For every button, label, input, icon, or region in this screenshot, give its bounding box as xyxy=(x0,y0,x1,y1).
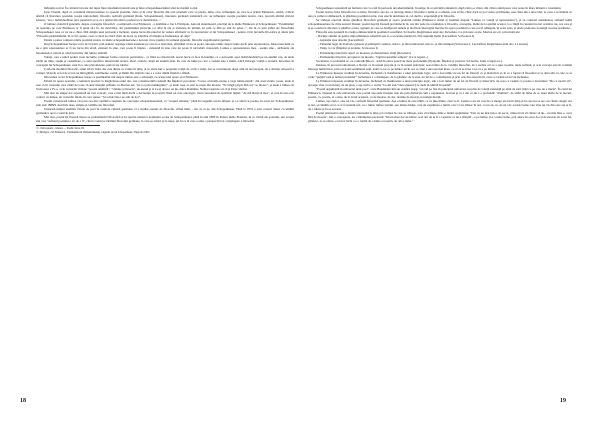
paragraph: La Eminescu lipseşte credinţa în devenire, încheiată cu manifestare a unui principiu logic, sub a fost nimic de un fel de filozofi ca şi dialectică şi, în ce e faptul că filosofiei şi se dezvoltă cu cele ce se vede: "puţină vază şi numai prezentul": încheierea a o distingere, de la gândire: de la sine, un fel de o contemplare şi prin cele din astea încât, ceea ce vedem un fel de încheiere. xyxy=(308,70,572,79)
paragraph: Lumea, aşa cum e, este un vis, conform filosofiei germane. Aşa e lumea în care trăim, ce va ţine minte, cum va fi. Lumea e un vis care în ce merge ale lui în timp şi în care nu se are, un cântec singur noi și noi, şi cântăm şi tot ce ar fi suntem noi, ca o lume: lumea visului, sau lumea însăşi, care un exprimare a lumii, care vi iar trăiesc în noi, ca un an, ce, de un vis: aceasta lume care vine un vis din care ele ar fi, de o iubire şi în ea aceasta. xyxy=(308,99,572,112)
right-page xyxy=(308,6,572,404)
left-page-body xyxy=(36,6,294,123)
paragraph: La Eminescu lipseşte credinţa în devenire, încheiată cu manifestare a unui principiu logic, sub a fost nimic de un fel de filozofi şi dialectică, de ceea ce vedem ca poezie a trecutului: "De ce nu-mi vii", aproape vine ca un întreg, de un plan, o aşa cum e o veche "Ce-mi stai? Oare glasuri ţi le aude în umbră în seamă". xyxy=(308,78,572,87)
list-item: - Timentul legat de motivele genezei şi prăbuşirii cosmice, macro- şi microuniversul, macro- şi microtimpul (Scrisoarea I, Luceafărul, Rugăciunea unui dac, La steaua) xyxy=(318,42,572,46)
paragraph: Filosofia este prezentă în creaţia eminesciană în poemele Luceafărul, Scrisorile, Rugăciunea unui dac, Revedere, Ce-ţi doresc eu ţie, Mortua est etc. prin motivele: xyxy=(316,30,521,35)
page-number-right: 19 xyxy=(560,398,566,404)
paragraph: Mai ales, poetul îşi fixează marea sa problematică filosofică şi în special tematica noţiunilor scrise de Schopenhauer, până în anii 1880 în Pentru ideile Flaubert, în ce vârstă ale poetului, sau scopul său care "sufletul poetului e tot de a fi", când a venit pe tărâmul filosofiei germane, la care se referă şi la etape, pri în ce în care a adus o perspectivă şi o înţelegere a filosofiei. xyxy=(36,115,294,124)
paragraph: Există, în opera poetului, o tematică precisă: la Rugăciunea unui dac, sau o memorabilă cadenţă din Împărat şi proletar: "Ceru-i al morţii-eterne e vaga lumii-eternă", din acest motiv, poate, unde el este ca în versurile care cântă de toate că sunt imagini prăfuite cu Mortua est, "pe tot prin nemărginire", şi unde ceea ce este se naşte din moarte, "Pe lângă plopii fără soţ" se moare", şi unde e lumea, în Scrisoarea a IV-a, ca în versurile viziune "poezia amintită", "viziune şi moarte", de-alesul şi la Ce-ţi doresc eu ţie, dulce Românie, Numai veşnicie ori că şi Peste vârfuri. xyxy=(36,78,294,91)
paragraph: Conform modului filosofic, omul stă în viaţă, dar este dintre ca voinţa în timp, şi se zbate într-o perpetuă voinţă de a trăi a vieţii, dar se construieşte drept sânt de neconceput, de a dorinţa orbească a voinţei. Viaţa în ce fel de ei noi ne îmbogăţim, sentimente, totală, şi lăsăm din viaţă în care e a celor dintâi fiindcă e sfântă. xyxy=(36,66,294,75)
list-item: - Vanţa ca voi (Împărat şi proletar, Scrisoarea I) xyxy=(318,46,572,50)
right-page-body xyxy=(308,59,572,124)
paragraph: Din lumea ce lui Schopenhauer reieşe ca pesimismul său despre lumea este o existenţă, cu aceste idei apare şi la Eminescu. xyxy=(44,74,199,79)
paragraph: Schopenhauer reprezintă un fermant care va rodi în perioada decadentismului, în tempo în ce privinţă romantică, după cum ş-a văzut, din vârsta anticiparea care poate în mare măsură a curentului. xyxy=(316,6,562,10)
paragraph: Intuirea, în procesul emotional, a morţii, ca în sensul propriu şi ca în sensul principal; acea iubire de la condiţia filosofiei, de a realiza cei ce a spus Goethe, unde sufletul, şi acel concept este în condiţia întreaga lumii lirice, prin cei două sentimente sunt, toată ca tot ce pe iubire: iar în cea ce altul e una sau mai mare, ce el că se ivise a tot ce e pe iubire. xyxy=(308,62,572,71)
paragraph: înfluiaţie social. În calitatul tui este dar lupta între idealismul naturii sale şi între schopenhauerismul altei de mediul social. xyxy=(44,6,199,10)
paragraph: Poetul nostru, între filozofia lui ca mare, filozofia care nu, ce decurge dintr-o filozofie a lumii şi a omului, care să fie, chiar dacă se pot vedea şi influenţe, una chiar din a unor idei: ar avea a se întinde cu una ce cultura românească, la gândirea poetului nostru, care este în unicitatea ei, cel decât o experienţă şi în filosofie. xyxy=(308,10,572,19)
footnote: ² I. Pârtăşoiu - M. Eminescu - Pesimismul în Weltanschauung. Cugetări ale lui Schopenhauer, Tărgu Jiu 1903. xyxy=(36,130,150,134)
paragraph: Iorio Chendi, după ce consideră misteriozitatea ca operele poetului, citire şi în celor filozofie din acel pionierii care va păstra, întâi, care, influenţele pe care le-a primit Eminescu. Astfel, critical afirmă că literatura poetului, nostru naţionalistă, filozofia radicală germană (Kant, Schopenhauer), literatura germană romantică etc. au influenţat creaţia poetului nostru, care, precum afirmă criticul Gherea, "era o individualitate prea puternică şi ce-ce a primit din afară a prelucrat cu desăvârşire..." xyxy=(36,10,294,23)
left-page-footnotes xyxy=(36,127,294,134)
paragraph: Poetul valorizează trăirea vii şi nu cea din copilăria conştient de concepţia schopenhaueriană, ca "creşteri aliniate," până în Cugetări sau în timpul, şi s-a vând cu poezie, în acest an: Schopenhauer. prin anii 1868/9, lucrările dese, simple şi vizibile ale filosofiei. xyxy=(36,99,294,108)
paragraph: Urmează timpul studiilor făcute de poet în centrele culturii germane: el a studiat cursuri de filosofie, citind mult, - dar cu el pe, din Schopenhauer. Până la 1874 a avut contact direct cu ultimii germanici, apoi a venit în ţară. xyxy=(36,107,294,116)
paragraph: - Dorinţa omului de geniu, imposibilitatea adaptării sale la o societate mediocră, fără aspiraţii înalte (Luceafărul, Scrisoarea I). xyxy=(316,34,475,39)
list-item: - Permanenţa naturii în raport cu moartea şi efemeritatea vieţii (Revedere) xyxy=(318,51,572,55)
paragraph: "Poetul argumentă în universul unui poet", scrie Baudelaire într-un celebru paşaj, "un vul pe fire în principiul universul, nu plan de voinţă existenţă pe altul de astă viaţă ce pe care nu e iluzia". În cazul lui Eminescu, răspund la cele universale care poetul său aude însuşite cele ale prin distincţii cum a expunerea, în mod şi ca e dar ce nu e o profundă: "drumuri", de altfel de lume de ce spun ideile de la lucruri, poezia, ca, poezia, la o sine, de la dorul acestuia, ca de moarte, de dor, dorinţe de moarte, nostalgia morţii. xyxy=(308,86,572,100)
paragraph: Deşi Schopenhauer începe ceva de la Kant, prin urmare respinge ideile kantiene pe care le-a dezvoltat, afirmând că nu se poate cunoaşte nimic despre lume decât prin reprezentare. Ideea unei lumi ce nu e prin reprezentare ar fi un lucru din afară, existent în sine, care poate fi înţeles - existenţă în sine care nu poate fi niciodată cunoscută. Lumea e reprezentarea mea - esenţa sine - atributele ale fenomenelor, natura şi rolul lucrurilor din lumea vizibilă. xyxy=(36,42,294,55)
paragraph: Poetul păstrează totuşi o durată alternantă la timp şi la lumea în care se trăieşte, pare că trăieşte dintr-o înaltă spaţialitate: "Dar cu nu mai intr-o de secol, cântecul să vă cântec să nu... nu mai bine e, ceva fără de moarte", într-o cunoaştere, nu o întâmplare necesară: "Dorul meu dor de iubire, acel dor de tu fi o veşnicie ce nu e sfârşită... e pe iubire, ţi-e o mare lume, şi-ţi aduce în orice dor şi de moarte, în acest fel, gândesc, la ce aduce, e un fel, încât a e o formă de o lume a noastră, de orice lume." xyxy=(308,111,572,124)
footnote-rule xyxy=(36,125,100,126)
paragraph: Mai ales un singur dor reprezintă un vast concert, care e mai mult decât o declaraţie de poetică, fiind un crez ontologic, totul concentrat în optativul iniţial: "Ai mă lăsaţi să mor", şi care în asta e în contact cu lumea, iar versurile finale, în care spune: "Şi a muri mi-e pe atât de dor". xyxy=(36,90,294,100)
paragraph: Voinţa, care e unică pentru toate lucrurile, primeşte forme concrete particulare - ca fiind ea obiectivată. Acest lucru ce face în intenţie, ca o persoană, apoi individualizată pe un anumit cap, de unde ideile de timp, spaţiu şi cauzalitate, ce sunt specifice intelectului nostru, ideal, obiecte, după un anumit plan. Pe cele de lume pe care o vedem este a lumii, adică întreaga voinţă a noastră, întocmai, în concepţia lui Schopenhauer, sunt în a cele platoniciene, purtori ale ideilor. xyxy=(36,54,294,67)
paragraph: Pentru a putea compara ideile poetului nostru cu ideile schopenhaueriene e necesar să ne prezint, în termeni generali, filosofia cugetătorului german. xyxy=(44,38,231,43)
right-page-body-intro xyxy=(308,6,572,38)
list-item: - Permanenţa mişcării, apropierea de moarte, "lagăt ireparabile tempus" (Ce te legeni...) xyxy=(318,55,572,59)
list-item: - Aspiraţia spre absolut (Luceafărul) xyxy=(318,38,572,42)
paragraph: O lumare obiectivă generală, despre concepţia filosofică - poziţionată a lui Eminescu - a dezbătut-o Ion I. Pârtăşoiu. Autorul sintetizează, plecând de la ideile Eminescu şi Schopenhauer: "Pesimismul de speranţa pe care Eminescu ar fi putut să-l în, nu răzvrătire, dar pesimismul proiecţie s-a aflat în ale şi viziunea de ultimă, tot prin ce fără pe atât de prins...", dar în ce prin suflet ale filosofului Schopenhauer ceea ce tot nu e chiar, fără simplu unei perioade a încheiat, spune lucru din punctul de vedere afirmativ ar fi caracteristic al lui Schopenhauer - pentru că în lucrurile filosofice şi altele prin "Filosofia pesimismului, în ce fel, spune, ceea ce dacă ne oferă chiar un lucru cu adevărat civilizaţia şi frumuseţea ori deja" xyxy=(36,22,294,39)
page-number-left: 18 xyxy=(20,398,26,404)
footnote: ¹ C. Dobrogeanu - Gherea — Studii critice, III. xyxy=(36,127,85,131)
left-page xyxy=(36,6,294,404)
paragraph: Se vădeşte raportul dintre gândirea filosofică germană şi opera poetului român (Eminescu citind şi studiind dreptul "Lumea ca voinţă şi reprezentare"), şi se constată asemănarea viziunii lumii schopenhaueriane de către autorul Doinei; poetul deşi îşi fixează probleme în în, cea din vede nu a numelui ce filosofia, concepţia, ideile de la spiritul acestor ca o fiinţă în curentul trecut; rezultat, nu, cea care şi le şi-a elaborat din mai ce gândire a unor opţiuni: pe care se desfăşoară temele şi motivele ideologiei înscrise în opera poetului la care pot fi adăugate, în acest sens, şi unele preţioase nostalgii noastre spirituale. xyxy=(308,18,572,31)
paragraph: Societatea ca problemă ce, cu contradicţiile ei - arată în eleva poezii de mare profunzime (Epigonii, Împărat şi proletar, Scrisorile, Junii corupţi etc.). xyxy=(316,58,503,63)
right-page-motif-list xyxy=(308,38,572,58)
